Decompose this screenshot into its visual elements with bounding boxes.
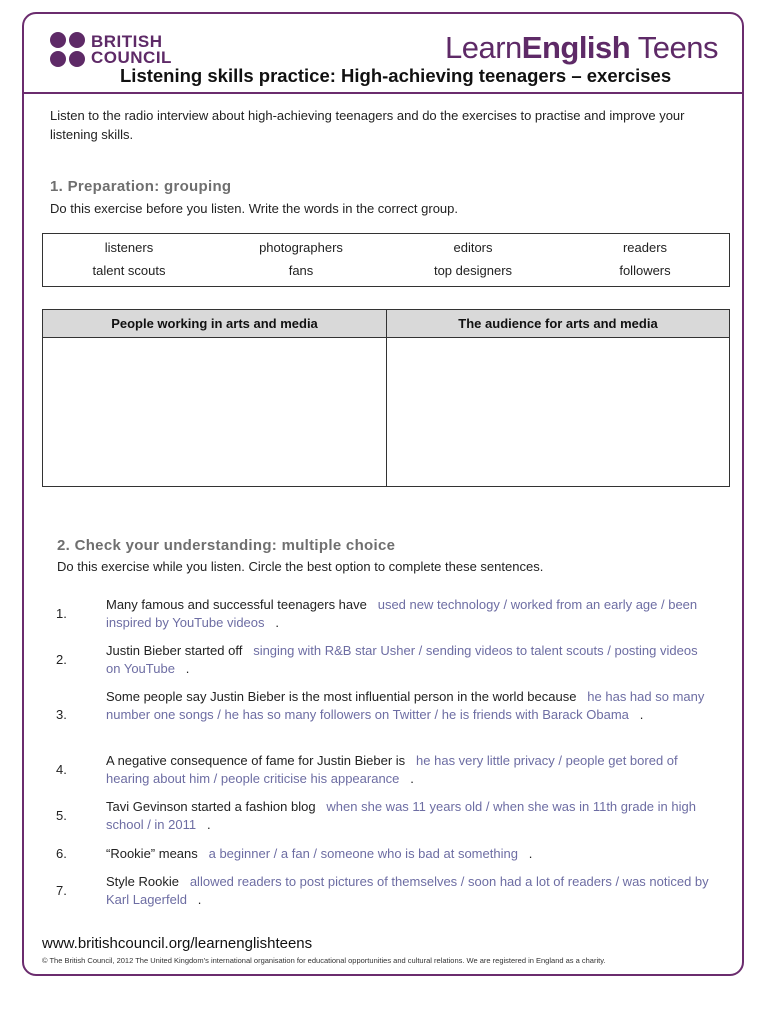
- footer-url-link[interactable]: www.britishcouncil.org/learnenglishteens: [42, 935, 313, 952]
- learnenglish-teens-brand: LearnEnglish Teens: [444, 30, 718, 65]
- british-council-logo: [50, 32, 172, 67]
- word-item: listeners: [104, 240, 154, 255]
- word-item: followers: [619, 263, 671, 278]
- answer-options[interactable]: used new technology / worked from an early age / been inspired by YouTube videos: [106, 597, 698, 630]
- word-item: readers: [622, 240, 668, 255]
- answer-options[interactable]: a beginner / a fan / someone who is bad at something: [208, 846, 518, 861]
- word-item: photographers: [259, 240, 343, 255]
- answer-options[interactable]: he has had so many number one songs / he has so many followers on Twitter / he is friends with Barack Obama: [106, 689, 705, 722]
- answer-options[interactable]: when she was 11 years old / when she was in 11th grade in high school / in 2011: [106, 799, 696, 832]
- word-item: editors: [453, 240, 493, 255]
- answer-options[interactable]: allowed readers to post pictures of themselves / soon had a lot of readers / was noticed by Karl Lagerfeld: [106, 874, 709, 907]
- exercise1-heading: 1. Preparation: grouping: [50, 178, 232, 195]
- intro-text: Listen to the radio interview about high-achieving teenagers and do the exercises to practise and improve your listening skills.: [50, 108, 685, 142]
- word-item: top designers: [433, 263, 513, 278]
- column-header-audience: The audience for arts and media: [387, 310, 729, 338]
- answer-options[interactable]: he has very little privacy / people get bored of hearing about him / people criticise his appearance: [106, 753, 678, 786]
- logo-dots-icon: [50, 32, 85, 67]
- grouping-table: [42, 309, 730, 487]
- exercise1-instruction: Do this exercise before you listen. Write the words in the correct group.: [50, 201, 459, 216]
- word-item: talent scouts: [92, 263, 166, 278]
- column-header-arts-workers: People working in arts and media: [43, 310, 386, 338]
- word-box: [42, 233, 730, 287]
- answer-options[interactable]: singing with R&B star Usher / sending videos to talent scouts / posting videos on YouTube: [106, 643, 698, 676]
- logo-text: BRITISH COUNCIL: [91, 31, 172, 67]
- exercise2-heading: 2. Check your understanding: multiple choice: [57, 537, 396, 554]
- header-divider: [24, 92, 742, 94]
- copyright-notice: © The British Council, 2012 The United Kingdom’s international organisation for educational opportunities and cultural relations. We are registered in England as a charity.: [42, 956, 606, 965]
- word-item: fans: [288, 263, 314, 278]
- page-title: Listening skills practice: High-achieving teenagers – exercises: [120, 65, 672, 86]
- exercise2-instruction: Do this exercise while you listen. Circle the best option to complete these sentences.: [57, 559, 544, 574]
- column-divider: [386, 310, 387, 486]
